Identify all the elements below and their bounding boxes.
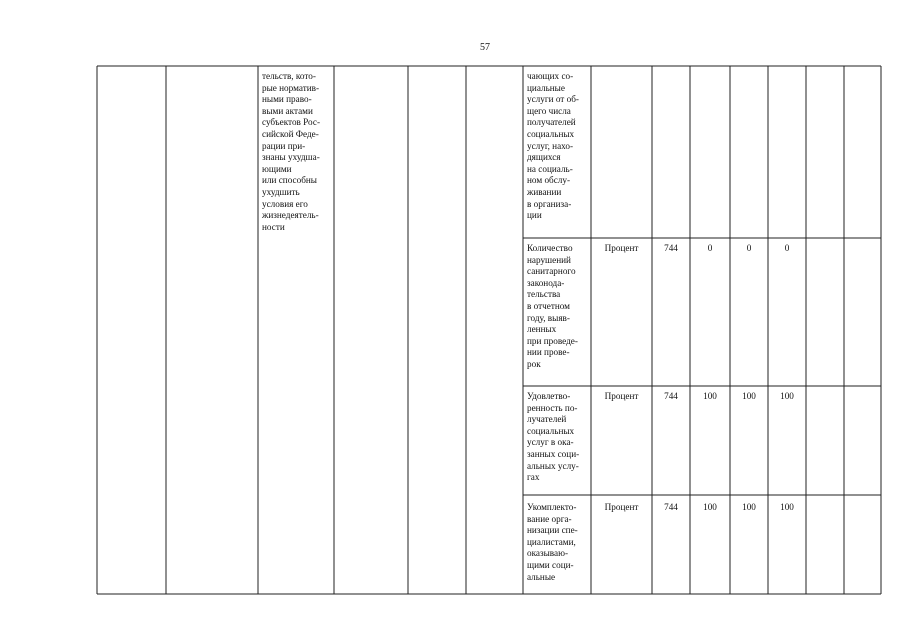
okei-code-cell: 744: [664, 243, 678, 253]
value-cell: 100: [703, 502, 717, 512]
unit-cell: Процент: [604, 391, 639, 401]
indicator-cell: Укомплекто- вание орга- низации спе- циалистами, оказываю- щими соци- альные: [527, 502, 578, 582]
value-cell: 0: [746, 243, 752, 253]
page-number: 57: [480, 42, 490, 53]
criterion-text: тельств, кото- рые норматив- ными право- выми актами субъектов Рос- сийской Феде- рации при- знаны ухудша- ющими или способны ухудшить условия его жизнедеятель- ности: [262, 71, 321, 232]
indicator-cell: Количество нарушений санитарного законода- тельства в отчетном году, выяв- ленных при проведе- нии прове- рок: [527, 243, 578, 369]
value-cell: 0: [784, 243, 790, 253]
value-cell: 100: [742, 502, 756, 512]
indicator-cell: Удовлетво- ренность по- лучателей социальных услуг в ока- занных соци- альных услу- гах: [527, 391, 580, 483]
value-cell: 100: [703, 391, 717, 401]
okei-code-cell: 744: [664, 391, 678, 401]
value-cell: 100: [780, 502, 794, 512]
value-cell: 100: [780, 391, 794, 401]
unit-cell: Процент: [604, 243, 639, 253]
indicator-cell: чающих со- циальные услуги от об- щего числа получателей социальных услуг, нахо- дящихся на социаль- ном обслу- живании в организа- ции: [527, 71, 579, 221]
value-cell: 100: [742, 391, 756, 401]
value-cell: 0: [707, 243, 713, 253]
okei-code-cell: 744: [664, 502, 678, 512]
unit-cell: Процент: [604, 502, 639, 512]
